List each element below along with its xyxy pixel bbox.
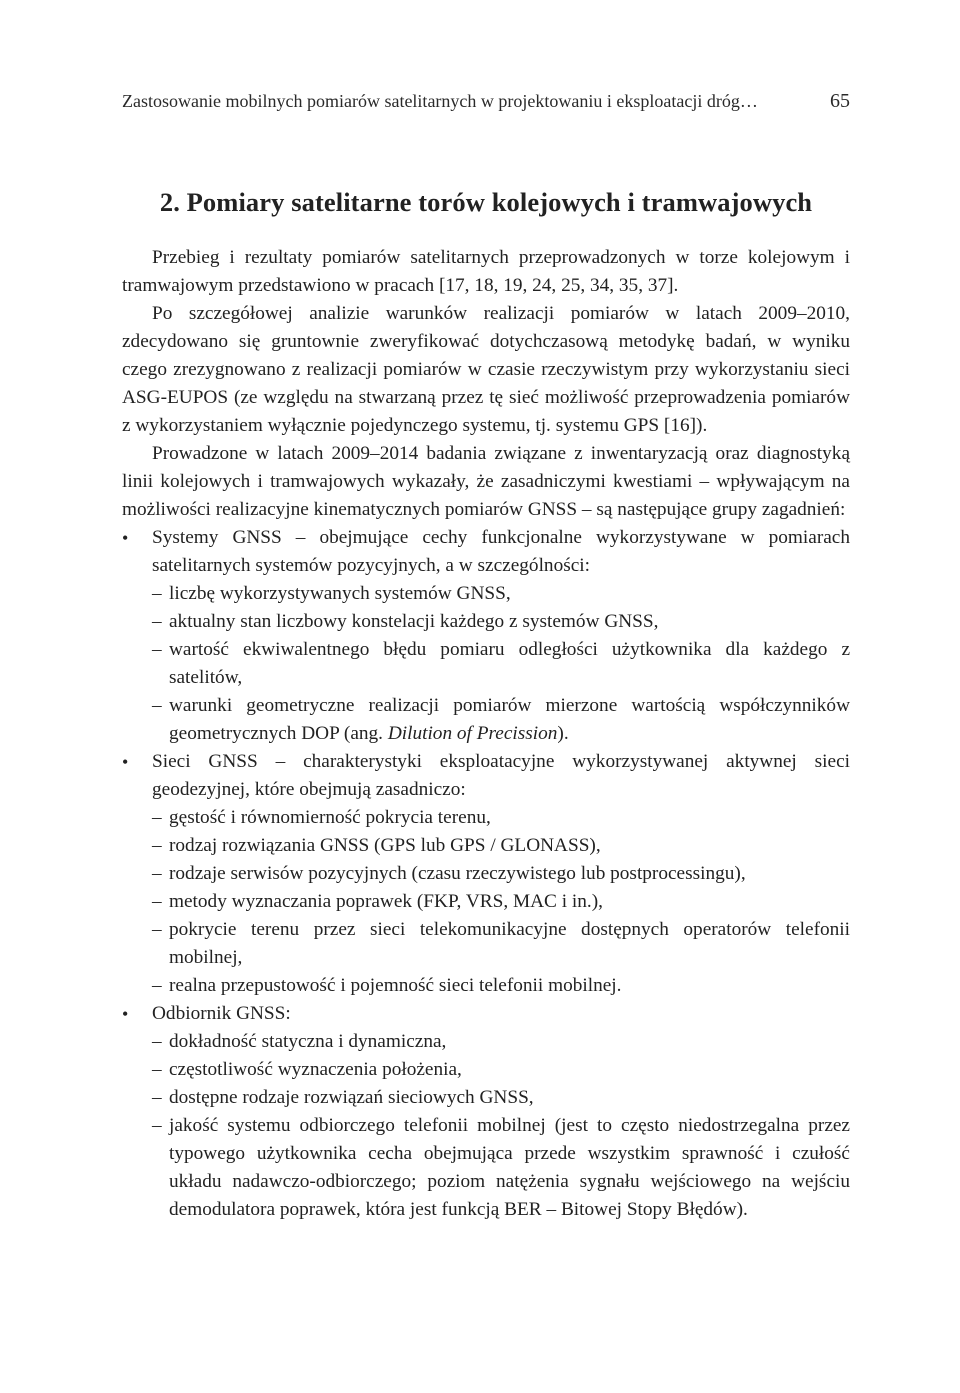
dash-item: – pokrycie terenu przez sieci telekomunikacyjne dostępnych operatorów telefonii mobilnej,	[122, 916, 850, 972]
dash-list	[152, 804, 850, 1000]
dash-list	[152, 580, 850, 748]
paragraph: Przebieg i rezultaty pomiarów satelitarnych przeprowadzonych w torze kolejowym i tramwajowym przedstawiono w pracach [17, 18, 19, 24, 25, 34, 35, 37].	[122, 247, 850, 296]
bullet-lead: • Sieci GNSS – charakterystyki eksploatacyjne wykorzystywanej aktywnej sieci geodezyjnej, które obejmują zasadniczo:	[152, 751, 850, 800]
body-text	[122, 244, 850, 1224]
dash-item-text: warunki geometryczne realizacji pomiarów mierzone wartością współczynników geometrycznych DOP (ang.	[169, 695, 850, 744]
dash-item: – dokładność statyczna i dynamiczna,	[122, 1028, 850, 1056]
bullet-lead: • Odbiornik GNSS:	[152, 1003, 291, 1024]
dash-item: – częstotliwość wyznaczenia położenia,	[122, 1056, 850, 1084]
bullet-item-systemy-gnss	[122, 524, 850, 748]
section-title: 2. Pomiary satelitarne torów kolejowych i tramwajowych	[159, 187, 813, 217]
dash-item: – gęstość i równomierność pokrycia terenu,	[122, 804, 850, 832]
dash-item: – jakość systemu odbiorczego telefonii mobilnej (jest to często niedostrzegalna przez typowego użytkownika cecha obejmująca przede wszystkim sprawność i czułość układu nadawczo-odbiorczego; poziom natężenia sygnału wejściowego na wejściu demodulatora poprawek, która jest funkcją BER – Bitowej Stopy Błędów).	[122, 1112, 850, 1224]
dash-list	[152, 1028, 850, 1224]
bullet-lead: • Systemy GNSS – obejmujące cechy funkcjonalne wykorzystywane w pomiarach satelitarnych systemów pozycyjnych, a w szczególności:	[152, 527, 850, 576]
dash-item: – aktualny stan liczbowy konstelacji każdego z systemów GNSS,	[122, 608, 850, 636]
italic-term: Dilution of Precission	[387, 723, 558, 744]
running-header	[122, 90, 850, 113]
dash-item: – wartość ekwiwalentnego błędu pomiaru odległości użytkownika dla każdego z satelitów,	[122, 636, 850, 692]
dash-item: – rodzaje serwisów pozycyjnych (czasu rzeczywistego lub postprocessingu),	[122, 860, 850, 888]
dash-item: – metody wyznaczania poprawek (FKP, VRS, MAC i in.),	[122, 888, 850, 916]
dash-item: – dostępne rodzaje rozwiązań sieciowych GNSS,	[122, 1084, 850, 1112]
page	[122, 90, 850, 1224]
dash-item: – rodzaj rozwiązania GNSS (GPS lub GPS / GLONASS),	[122, 832, 850, 860]
paragraph: Po szczegółowej analizie warunków realizacji pomiarów w latach 2009–2010, zdecydowano się gruntownie zweryfikować dotychczasową metodykę badań, w wyniku czego zrezygnowano z realizacji pomiarów w czasie rzeczywistym przy wykorzystaniu sieci ASG-EUPOS (ze względu na stwarzaną przez tę sieć możliwość przeprowadzenia pomiarów z wykorzystaniem wyłącznie pojedynczego systemu, tj. systemu GPS [16]).	[122, 303, 850, 436]
dash-item: – realna przepustowość i pojemność sieci telefonii mobilnej.	[122, 972, 850, 1000]
running-title: Zastosowanie mobilnych pomiarów satelitarnych w projektowaniu i eksploatacji dróg…	[122, 91, 758, 111]
dash-item: – liczbę wykorzystywanych systemów GNSS,	[122, 580, 850, 608]
page-number: 65	[830, 90, 850, 112]
dash-item-text: ).	[557, 723, 569, 744]
dash-item-dop	[122, 692, 850, 748]
bullet-item-sieci-gnss	[122, 748, 850, 1000]
bullet-list	[122, 524, 850, 1224]
bullet-item-odbiornik-gnss	[122, 1000, 850, 1224]
paragraph: Prowadzone w latach 2009–2014 badania związane z inwentaryzacją oraz diagnostyką linii kolejowych i tramwajowych wykazały, że zasadniczymi kwestiami – wpływającym na możliwości realizacyjne kinematycznych pomiarów GNSS – są następujące grupy zagadnień:	[122, 443, 850, 520]
